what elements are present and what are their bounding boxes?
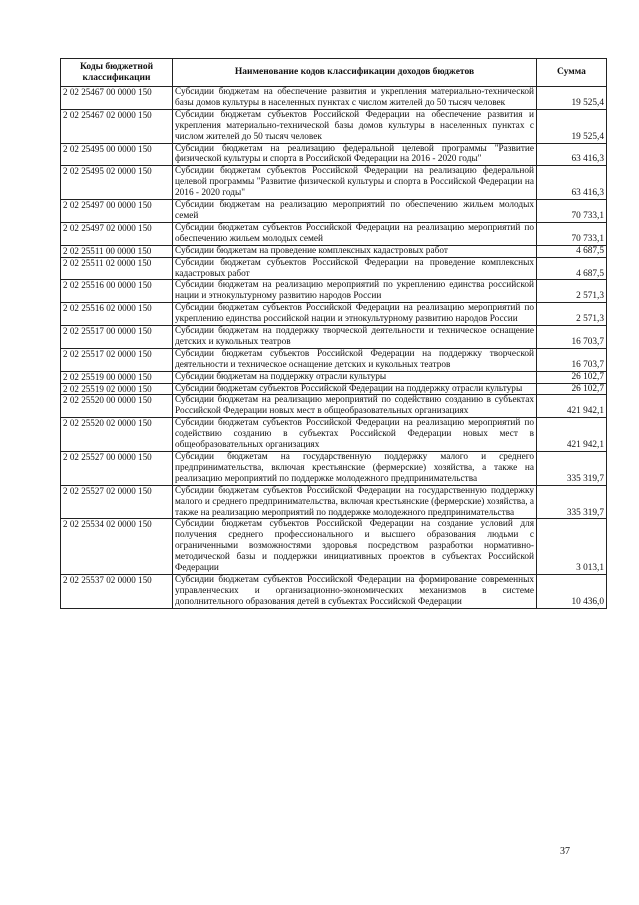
desc-cell: Субсидии бюджетам на поддержку отрасли культуры [173, 371, 537, 383]
table-row [61, 348, 607, 371]
table-row [61, 200, 607, 223]
table-row [61, 485, 607, 519]
code-cell: 2 02 25511 00 0000 150 [61, 245, 173, 257]
desc-cell: Субсидии бюджетам субъектов Российской Федерации на создание условий для получения среднего профессионального и высшего образования людьми с ограниченными возможностями здоровья посредством разработки нормативно-методической базы и поддержки инициативных проектов в субъектах Российской Федерации [173, 519, 537, 575]
desc-cell: Субсидии бюджетам субъектов Российской Федерации на реализацию федеральной целевой программы "Развитие физической культуры и спорта в Российской Федерации на 2016 - 2020 годы" [173, 166, 537, 200]
amount-cell: 19 525,4 [537, 109, 607, 143]
desc-cell: Субсидии бюджетам на государственную поддержку малого и среднего предпринимательства, включая крестьянские (фермерские) хозяйства, а также на реализацию мероприятий по поддержке молодежного предпринимательства [173, 452, 537, 486]
desc-cell: Субсидии бюджетам субъектов Российской Федерации на реализацию мероприятий по укреплению единства российской нации и этнокультурному развитию народов России [173, 303, 537, 326]
code-cell: 2 02 25516 02 0000 150 [61, 303, 173, 326]
table-row [61, 87, 607, 110]
code-cell: 2 02 25520 00 0000 150 [61, 395, 173, 418]
amount-cell: 26 102,7 [537, 383, 607, 395]
header-code: Коды бюджетной классификации [61, 59, 173, 87]
desc-cell: Субсидии бюджетам на проведение комплексных кадастровых работ [173, 245, 537, 257]
amount-cell: 10 436,0 [537, 574, 607, 608]
table-row [61, 383, 607, 395]
header-amount: Сумма [537, 59, 607, 87]
code-cell: 2 02 25495 02 0000 150 [61, 166, 173, 200]
code-cell: 2 02 25516 00 0000 150 [61, 280, 173, 303]
code-cell: 2 02 25495 00 0000 150 [61, 143, 173, 166]
code-cell: 2 02 25527 00 0000 150 [61, 452, 173, 486]
table-row [61, 143, 607, 166]
amount-cell: 70 733,1 [537, 222, 607, 245]
code-cell: 2 02 25497 00 0000 150 [61, 200, 173, 223]
amount-cell: 16 703,7 [537, 326, 607, 349]
table-row [61, 326, 607, 349]
code-cell: 2 02 25497 02 0000 150 [61, 222, 173, 245]
desc-cell: Субсидии бюджетам субъектов Российской Федерации на поддержку творческой деятельности и техническое оснащение детских и кукольных театров [173, 348, 537, 371]
amount-cell: 63 416,3 [537, 166, 607, 200]
table-row [61, 222, 607, 245]
desc-cell: Субсидии бюджетам на обеспечение развития и укрепления материально-технической базы домов культуры в населенных пунктах с числом жителей до 50 тысяч человек [173, 87, 537, 110]
table-row [61, 245, 607, 257]
code-cell: 2 02 25519 00 0000 150 [61, 371, 173, 383]
desc-cell: Субсидии бюджетам субъектов Российской Федерации на реализацию мероприятий по обеспечению жильем молодых семей [173, 222, 537, 245]
desc-cell: Субсидии бюджетам субъектов Российской Федерации на поддержку отрасли культуры [173, 383, 537, 395]
table-row [61, 452, 607, 486]
desc-cell: Субсидии бюджетам на реализацию мероприятий по обеспечению жильем молодых семей [173, 200, 537, 223]
code-cell: 2 02 25537 02 0000 150 [61, 574, 173, 608]
amount-cell: 70 733,1 [537, 200, 607, 223]
page-number: 37 [560, 846, 570, 857]
table-row [61, 257, 607, 280]
amount-cell: 63 416,3 [537, 143, 607, 166]
header-name: Наименование кодов классификации доходов бюджетов [173, 59, 537, 87]
table-row [61, 280, 607, 303]
amount-cell: 2 571,3 [537, 280, 607, 303]
table-row [61, 395, 607, 418]
budget-table-container [60, 58, 606, 609]
budget-classification-table [60, 58, 607, 609]
desc-cell: Субсидии бюджетам субъектов Российской Федерации на реализацию мероприятий по содействию созданию в субъектах Российской Федерации новых мест в общеобразовательных организациях [173, 418, 537, 452]
amount-cell: 26 102,7 [537, 371, 607, 383]
code-cell: 2 02 25517 00 0000 150 [61, 326, 173, 349]
table-row [61, 303, 607, 326]
desc-cell: Субсидии бюджетам субъектов Российской Федерации на государственную поддержку малого и среднего предпринимательства, включая крестьянские (фермерские) хозяйства, а также на реализацию мероприятий по поддержке молодежного предпринимательства [173, 485, 537, 519]
amount-cell: 4 687,5 [537, 257, 607, 280]
code-cell: 2 02 25467 02 0000 150 [61, 109, 173, 143]
desc-cell: Субсидии бюджетам субъектов Российской Федерации на формирование современных управленческих и организационно-экономических механизмов в системе дополнительного образования детей в субъектах Российской Федерации [173, 574, 537, 608]
code-cell: 2 02 25467 00 0000 150 [61, 87, 173, 110]
table-body [61, 87, 607, 609]
desc-cell: Субсидии бюджетам на поддержку творческой деятельности и техническое оснащение детских и кукольных театров [173, 326, 537, 349]
amount-cell: 2 571,3 [537, 303, 607, 326]
amount-cell: 335 319,7 [537, 452, 607, 486]
amount-cell: 3 013,1 [537, 519, 607, 575]
code-cell: 2 02 25534 02 0000 150 [61, 519, 173, 575]
code-cell: 2 02 25527 02 0000 150 [61, 485, 173, 519]
amount-cell: 421 942,1 [537, 418, 607, 452]
table-row [61, 574, 607, 608]
amount-cell: 16 703,7 [537, 348, 607, 371]
desc-cell: Субсидии бюджетам субъектов Российской Федерации на проведение комплексных кадастровых работ [173, 257, 537, 280]
amount-cell: 335 319,7 [537, 485, 607, 519]
code-cell: 2 02 25519 02 0000 150 [61, 383, 173, 395]
table-row [61, 166, 607, 200]
desc-cell: Субсидии бюджетам на реализацию мероприятий по содействию созданию в субъектах Российской Федерации новых мест в общеобразовательных организациях [173, 395, 537, 418]
desc-cell: Субсидии бюджетам на реализацию федеральной целевой программы "Развитие физической культуры и спорта в Российской Федерации на 2016 - 2020 годы" [173, 143, 537, 166]
table-header-row [61, 59, 607, 87]
code-cell: 2 02 25520 02 0000 150 [61, 418, 173, 452]
amount-cell: 19 525,4 [537, 87, 607, 110]
code-cell: 2 02 25517 02 0000 150 [61, 348, 173, 371]
code-cell: 2 02 25511 02 0000 150 [61, 257, 173, 280]
table-row [61, 418, 607, 452]
table-row [61, 519, 607, 575]
table-row [61, 109, 607, 143]
table-row [61, 371, 607, 383]
desc-cell: Субсидии бюджетам субъектов Российской Федерации на обеспечение развития и укрепления материально-технической базы домов культуры в населенных пунктах с числом жителей до 50 тысяч человек [173, 109, 537, 143]
desc-cell: Субсидии бюджетам на реализацию мероприятий по укреплению единства российской нации и этнокультурному развитию народов России [173, 280, 537, 303]
amount-cell: 4 687,5 [537, 245, 607, 257]
amount-cell: 421 942,1 [537, 395, 607, 418]
